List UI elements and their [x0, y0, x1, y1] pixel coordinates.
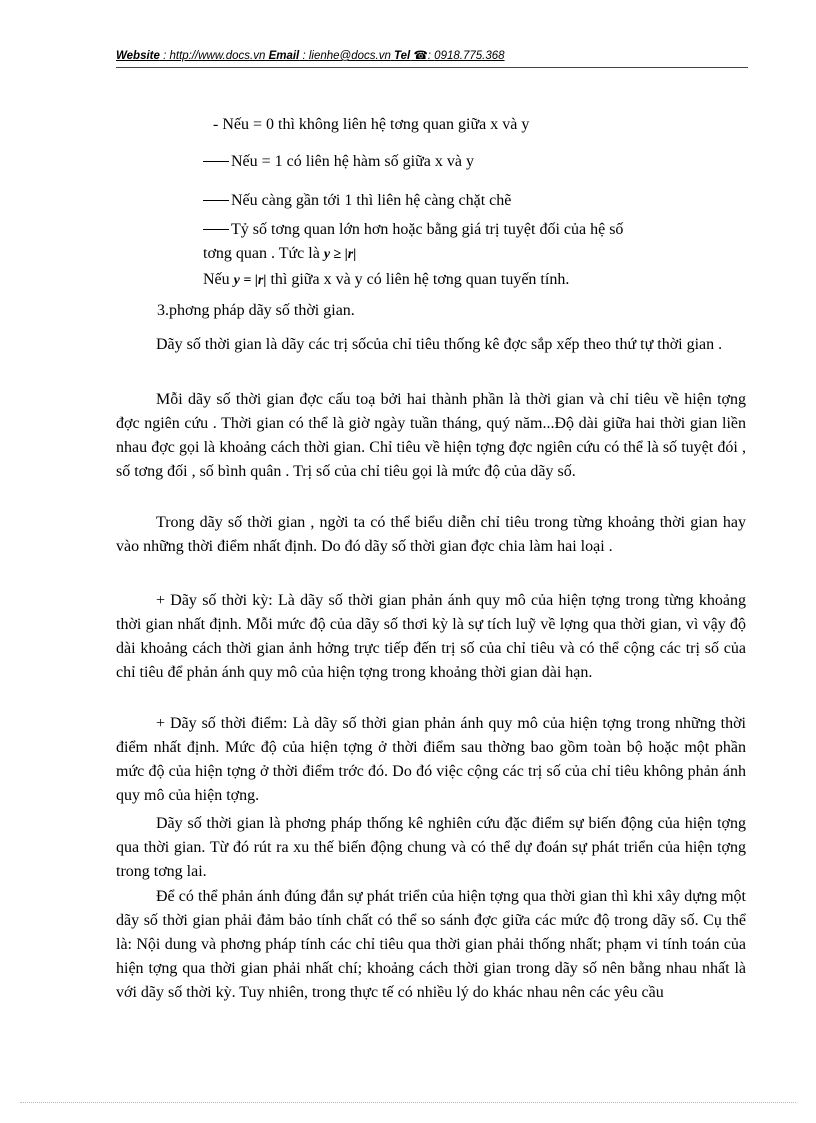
bullet-text: tơng quan . Tức là [203, 245, 324, 262]
bullet-line-1 [213, 115, 529, 135]
bullet-text: thì giữa x và y có liên hệ tơng quan tuyến tính. [266, 271, 570, 288]
bullet-line-5 [203, 244, 356, 265]
dash-mark [203, 192, 229, 201]
email-sep: : [299, 50, 309, 62]
formula-equality: y = |r| [233, 273, 267, 288]
dash-mark [203, 153, 229, 162]
bullet-line-3 [203, 191, 511, 211]
page-header [116, 48, 748, 62]
header-contact [116, 50, 505, 62]
website-url[interactable]: http://www.docs.vn [169, 50, 266, 62]
section-title: 3.phơng pháp dãy số thời gian. [157, 302, 355, 319]
paragraph-text: Dãy số thời gian là dãy các trị sốcủa chỉ tiêu thống kê đợc sắp xếp theo thứ tự thời gian . [156, 336, 723, 353]
paragraph-2 [116, 388, 746, 484]
bullet-text: - Nếu = 0 thì không liên hệ tơng quan giữa x và y [213, 116, 530, 133]
tel-label: Tel [394, 50, 411, 62]
bullet-text: Nếu [203, 271, 234, 288]
bullet-line-6 [203, 270, 569, 291]
paragraph-text: Trong dãy số thời gian , ngời ta có thể biểu diễn chỉ tiêu trong từng khoảng thời gian hay vào những thời điểm nhất định. Do đó dãy số thời gian đợc chia làm hai loại . [116, 514, 746, 555]
bottom-rule [20, 1102, 796, 1103]
paragraph-text: + Dãy số thời kỳ: Là dãy số thời gian phản ánh quy mô của hiện tợng trong từng khoảng thời gian nhất định. Mỗi mức độ của dãy số thơi kỳ là sự tích luỹ về lợng qua thời gian, vì vậy độ dài khoảng cách thời gian ảnh hởng trực tiếp đến trị số của chỉ tiêu và có thể cộng các trị số của chỉ tiêu để phản ánh quy mô của hiện tợng trong khoảng thời gian dài hạn. [116, 592, 746, 681]
paragraph-6 [116, 812, 746, 884]
paragraph-3 [116, 511, 746, 559]
dash-mark [203, 221, 229, 230]
header-rule [116, 67, 748, 68]
tel-sep: : [427, 50, 435, 62]
phone-icon: ☎ [413, 50, 428, 62]
formula-inequality: y ≥ |r| [323, 247, 357, 262]
paragraph-7 [116, 885, 746, 1005]
paragraph-text: Dãy số thời gian là phơng pháp thống kê nghiên cứu đặc điểm sự biến động của hiện tợng qua thời gian. Từ đó rút ra xu thế biến động chung và có thể dự đoán sự phát triển của hiện tợng trong tơng lai. [116, 815, 746, 880]
paragraph-4 [116, 589, 746, 685]
paragraph-5 [116, 712, 746, 808]
paragraph-text: + Dãy số thời điểm: Là dãy số thời gian phản ánh quy mô của hiện tợng trong những thời điểm nhất định. Mức độ của hiện tợng ở thời điểm sau thờng bao gồm toàn bộ hoặc một phần mức độ của hiện tợng ở thời điểm trớc đó. Do đó việc cộng các trị số của chỉ tiêu không phản ánh quy mô của hiện tợng. [116, 715, 746, 804]
paragraph-text: Để có thể phản ánh đúng đắn sự phát triển của hiện tợng qua thời gian thì khi xây dựng một dãy số thời gian phải đảm bảo tính chất có thể so sánh đợc giữa các mức độ trong dãy số. Cụ thể là: Nội dung và phơng pháp tính các chỉ tiêu qua thời gian phải thống nhất; phạm vi tính toán của hiện tợng qua thời gian phải nhất chí; khoảng cách thời gian trong dãy số nên bằng nhau nhất là với dãy số thời kỳ. Tuy nhiên, trong thực tế có nhiều lý do khác nhau nên các yêu cầu [116, 888, 746, 1001]
bullet-line-4 [203, 220, 623, 240]
bullet-line-2 [203, 152, 474, 172]
paragraph-text: Mỗi dãy số thời gian đợc cấu toạ bởi hai thành phần là thời gian và chỉ tiêu về hiện tợng đợc ngiên cứu . Thời gian có thể là giờ ngày tuần tháng, quý năm...Độ dài giữa hai thời gian liền nhau đợc gọi là khoảng cách thời gian. Chỉ tiêu về hiện tợng đợc ngiên cứu có thể là số tuyệt đói , số tơng đối , số bình quân . Trị số của chỉ tiêu gọi là mức độ của dãy số. [116, 391, 746, 480]
bullet-text: Nếu = 1 có liên hệ hàm số giữa x và y [231, 153, 474, 170]
website-label: Website [116, 50, 160, 62]
tel-number: 0918.775.368 [434, 50, 505, 62]
email-address[interactable]: lienhe@docs.vn [308, 50, 391, 62]
website-sep: : [159, 50, 170, 62]
email-label: Email [268, 50, 300, 62]
bullet-text: Tỷ số tơng quan lớn hơn hoặc bằng giá trị tuyệt đối của hệ số [231, 221, 624, 238]
bullet-text: Nếu càng gần tới 1 thì liên hệ càng chặt chẽ [231, 192, 512, 209]
paragraph-1 [116, 333, 746, 357]
